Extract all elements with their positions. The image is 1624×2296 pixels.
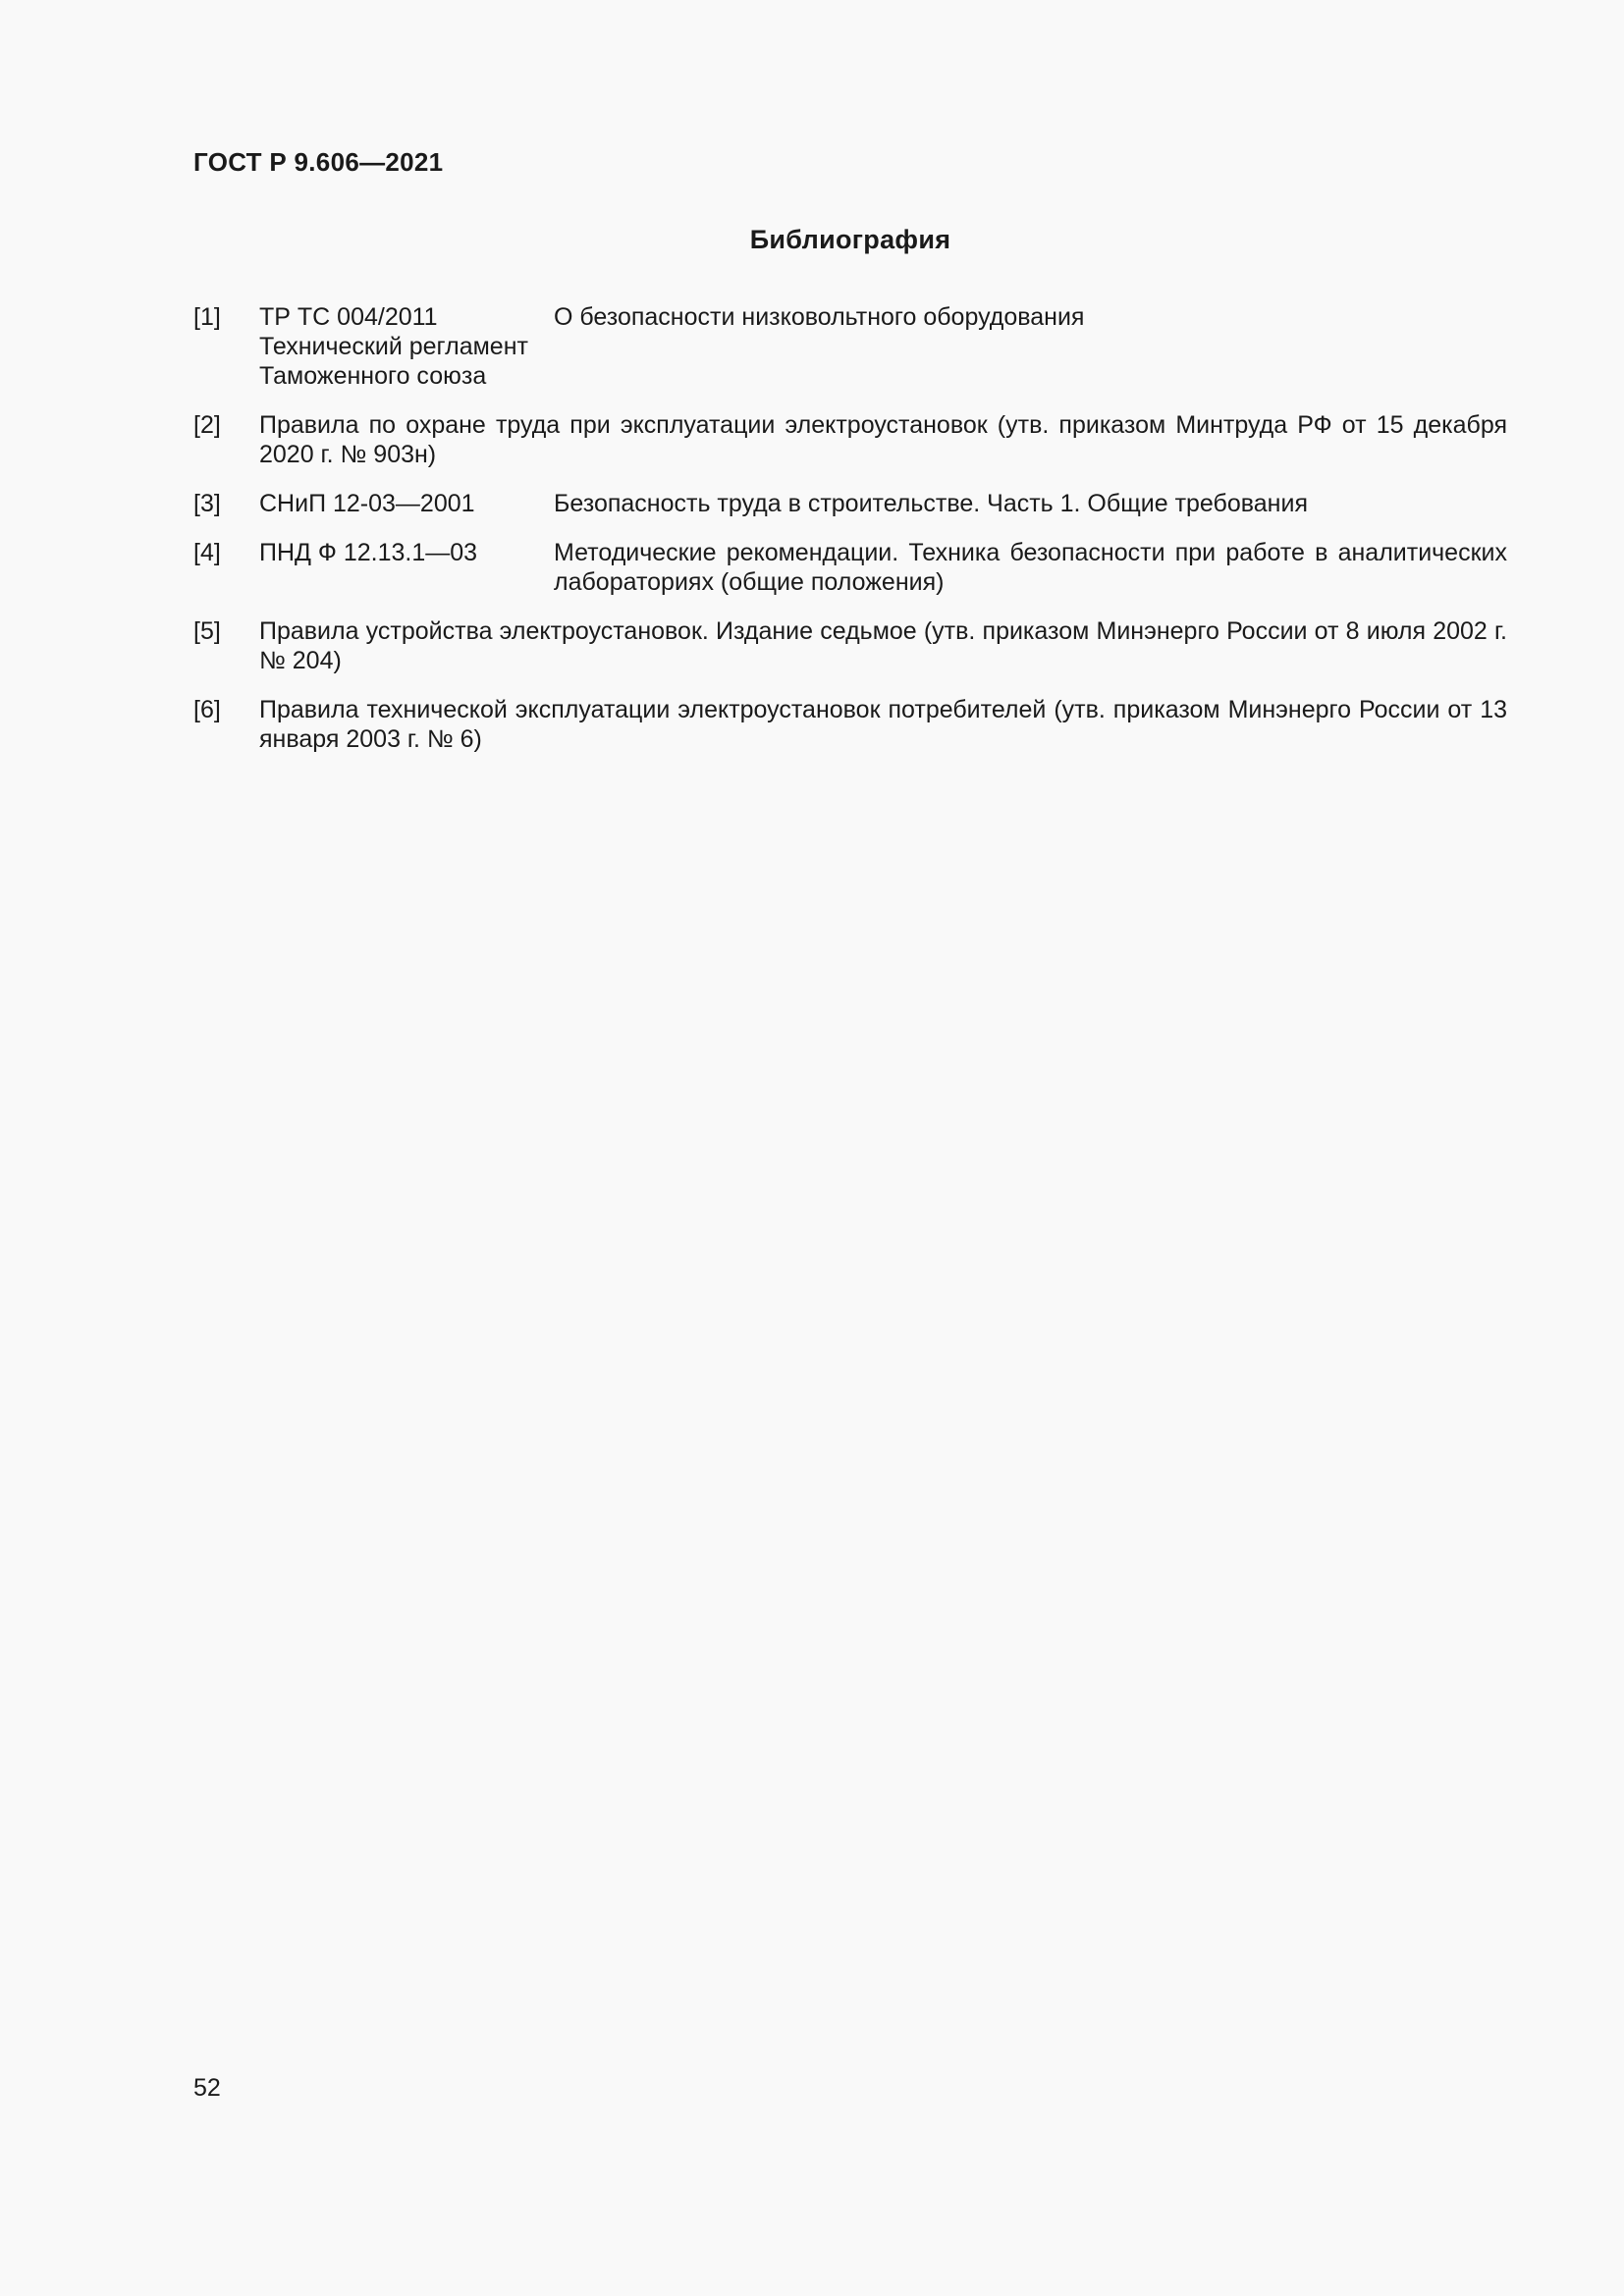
entry-full-text: Правила технической эксплуатации электроустановок потребителей (утв. приказом Минэнерго России от 13 января 2003 г. № 6) [259,696,1507,753]
entry-number: [3] [193,490,221,517]
entry-document-id [259,538,554,597]
entry-number: [4] [193,539,221,566]
section-title: Библиография [749,225,951,254]
entry-number: [5] [193,617,221,645]
bibliography-entry [193,538,1507,597]
entry-description: Безопасность труда в строительстве. Часть 1. Общие требования [554,490,1308,517]
entry-number: [6] [193,696,221,723]
page-number: 52 [193,2074,221,2102]
entry-number: [2] [193,411,221,439]
entry-description: О безопасности низковольтного оборудования [554,303,1085,331]
entry-full-text: Правила по охране труда при эксплуатации электроустановок (утв. приказом Минтруда РФ от 15 декабря 2020 г. № 903н) [259,411,1507,468]
entry-full-text: Правила устройства электроустановок. Издание седьмое (утв. приказом Минэнерго России от 8 июля 2002 г. № 204) [259,617,1507,674]
entry-document-id-line: Таможенного союза [259,362,487,390]
entry-document-id-line: ТР ТС 004/2011 [259,303,438,331]
bibliography-entry [193,410,1507,469]
entry-document-id-line: ПНД Ф 12.13.1—03 [259,539,478,566]
bibliography-list [193,302,1507,774]
bibliography-entry [193,616,1507,675]
document-code: ГОСТ Р 9.606—2021 [193,147,444,177]
entry-number: [1] [193,303,221,331]
entry-document-id-line: СНиП 12-03—2001 [259,490,475,517]
bibliography-entry [193,489,1507,518]
bibliography-entry [193,302,1507,391]
entry-document-id [259,489,554,518]
entry-document-id [259,302,554,391]
bibliography-entry [193,695,1507,754]
entry-description: Методические рекомендации. Техника безопасности при работе в аналитических лабораториях (общие положения) [554,539,1507,596]
entry-document-id-line: Технический регламент [259,333,528,360]
